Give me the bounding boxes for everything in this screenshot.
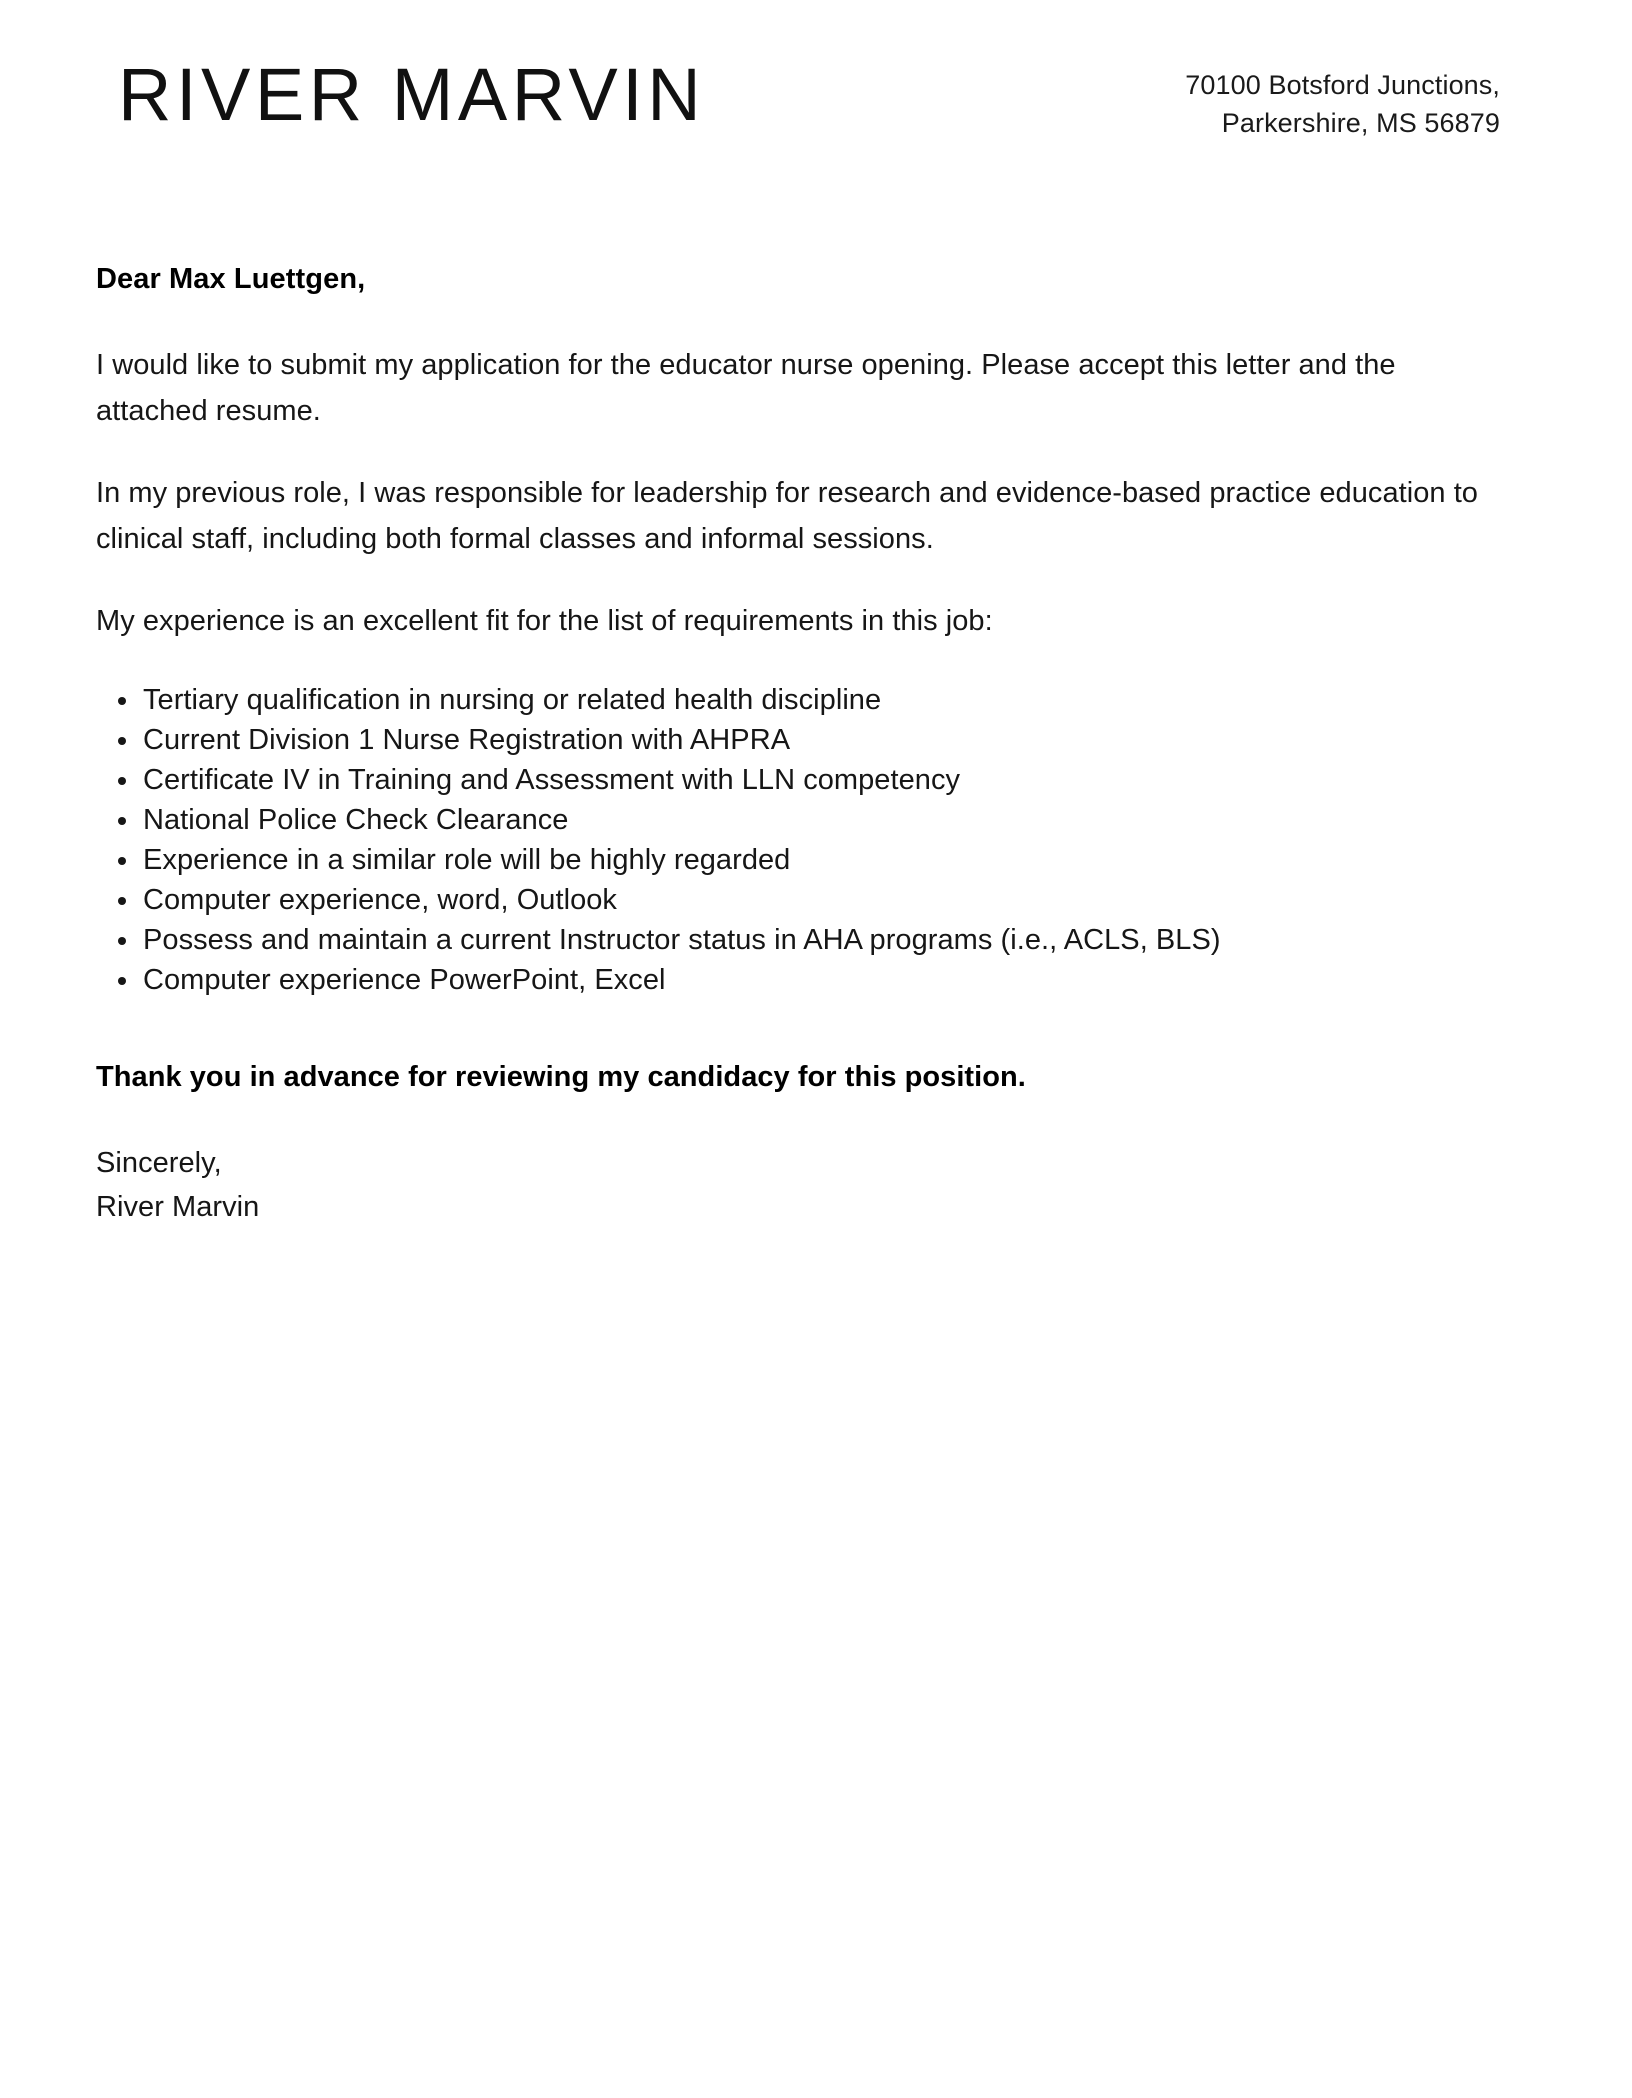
list-item: Experience in a similar role will be highly regarded bbox=[96, 840, 1510, 880]
list-item: Computer experience, word, Outlook bbox=[96, 880, 1510, 920]
requirements-list bbox=[96, 680, 1510, 1000]
body-paragraph-2: In my previous role, I was responsible for leadership for research and evidence-based practice education to clinical staff, including both formal classes and informal sessions. bbox=[96, 477, 1478, 556]
list-item: Possess and maintain a current Instructor status in AHA programs (i.e., ACLS, BLS) bbox=[96, 920, 1510, 960]
body-paragraph-3: My experience is an excellent fit for the list of requirements in this job: bbox=[96, 605, 993, 638]
letter-header bbox=[0, 0, 1632, 143]
body-paragraph-1: I would like to submit my application for the educator nurse opening. Please accept this letter and the attached resume. bbox=[96, 349, 1396, 428]
signoff: Sincerely, bbox=[96, 1147, 222, 1180]
signature-name: River Marvin bbox=[96, 1191, 260, 1224]
thank-you-line: Thank you in advance for reviewing my candidacy for this position. bbox=[96, 1061, 1026, 1094]
address-line-1: 70100 Botsford Junctions, bbox=[1185, 70, 1500, 100]
letter-body bbox=[0, 261, 1632, 1230]
sender-address-block bbox=[1185, 52, 1500, 143]
list-item: Tertiary qualification in nursing or related health discipline bbox=[96, 680, 1510, 720]
signature-block bbox=[96, 1141, 1510, 1229]
list-item: Current Division 1 Nurse Registration with AHPRA bbox=[96, 720, 1510, 760]
salutation: Dear Max Luettgen, bbox=[96, 262, 366, 295]
list-item: Computer experience PowerPoint, Excel bbox=[96, 960, 1510, 1000]
page-title: RIVER MARVIN bbox=[118, 53, 706, 136]
list-item: Certificate IV in Training and Assessment with LLN competency bbox=[96, 760, 1510, 800]
address-line-2: Parkershire, MS 56879 bbox=[1221, 108, 1500, 139]
list-item: National Police Check Clearance bbox=[96, 800, 1510, 840]
